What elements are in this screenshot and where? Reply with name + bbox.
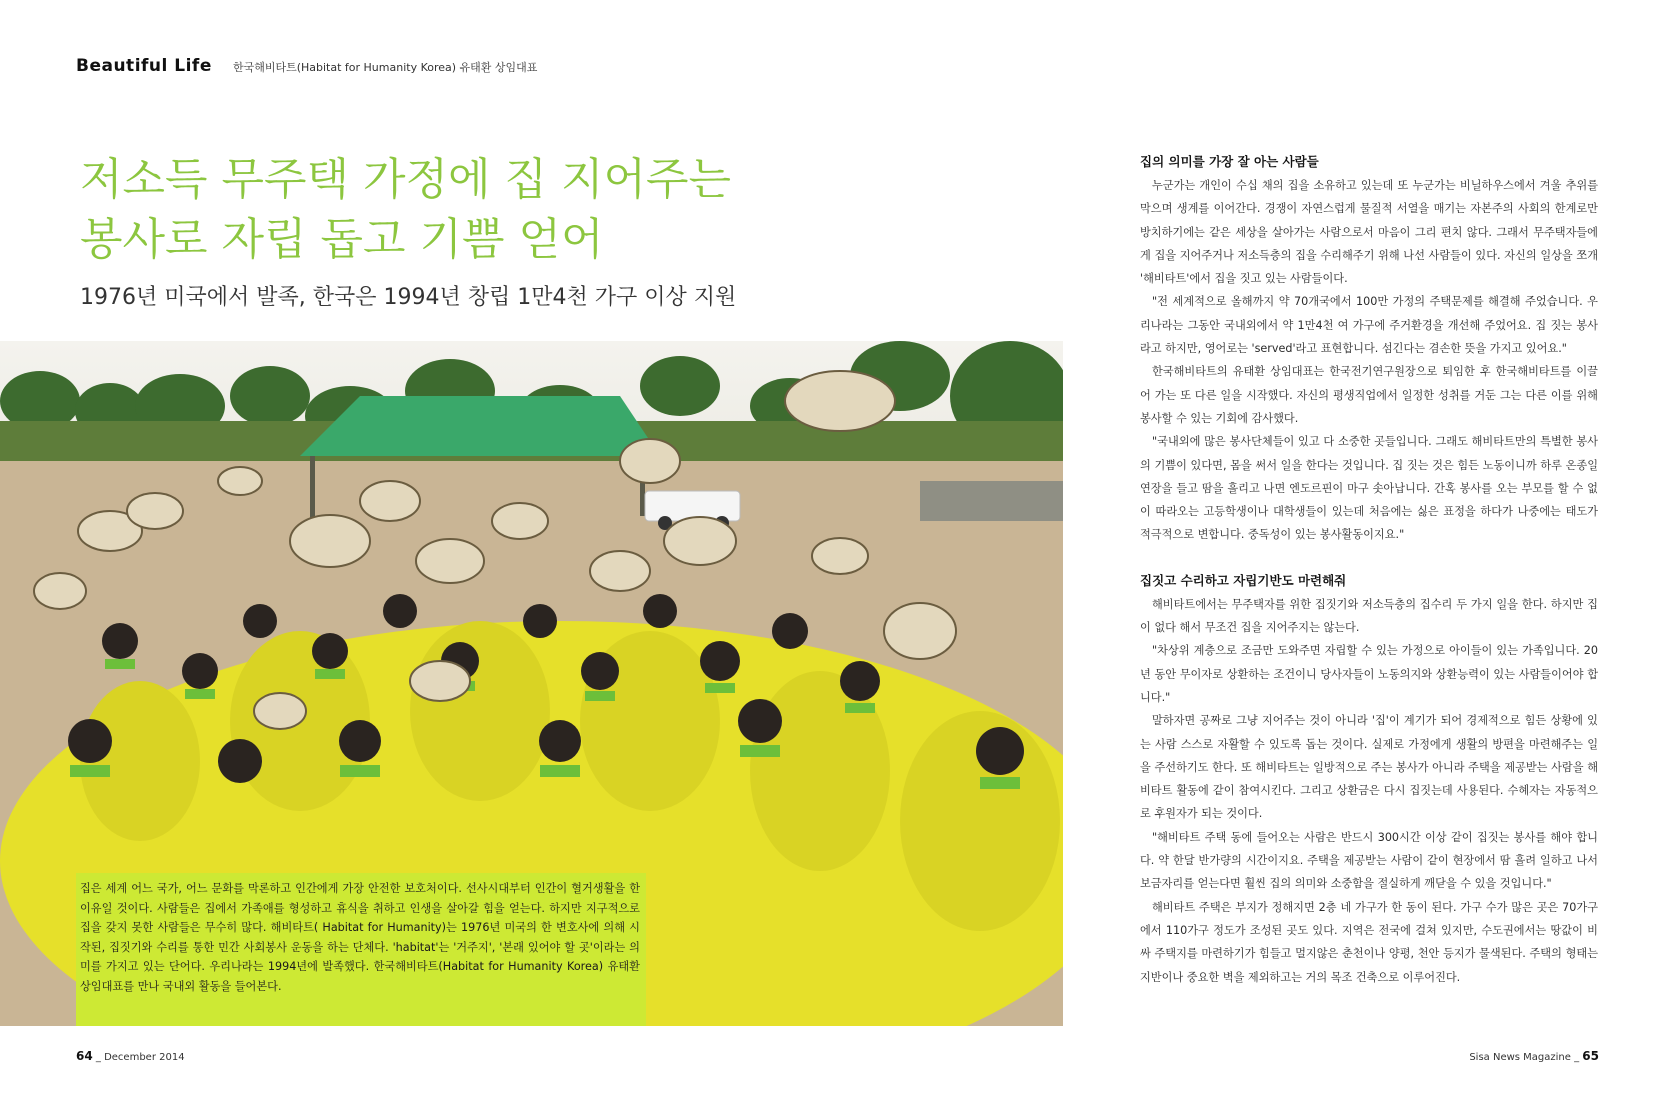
- paragraph: 말하자면 공짜로 그냥 지어주는 것이 아니라 '집'이 계기가 되어 경제적으로 힘든 상황에 있는 사람 스스로 자활할 수 있도록 돕는 것이다. 실제로 가정에게 생활의 방편을 마련해주는 일을 주선하기도 한다. 또 해비타트는 일방적으로 주는 봉사가 아니라 주택을 제공받는 사람을 해비타트 활동에 같이 참여시킨다. 그리고 상환금은 다시 집짓는데 사용된다. 수혜자는 자동적으로 후원자가 되는 것이다.: [1140, 714, 1598, 821]
- page-header: [76, 56, 537, 78]
- paragraph: "국내외에 많은 봉사단체들이 있고 다 소중한 곳들입니다. 그래도 해비타트만의 특별한 봉사의 기쁨이 있다면, 몸을 써서 일을 한다는 것입니다. 집 짓는 것은 힘든 노동이니까 하루 온종일 연장을 들고 땀을 흘리고 나면 엔도르핀이 마구 솟아납니다. 간혹 봉사를 오는 부모를 할 수 없이 따라오는 고등학생이나 대학생들이 있는데 처음에는 싫은 표정을 하다가 나중에는 태도가 적극적으로 변합니다. 중독성이 있는 봉사활동이지요.": [1140, 435, 1598, 542]
- paragraph: "해비타트 주택 동에 들어오는 사람은 반드시 300시간 이상 같이 집짓는 봉사를 해야 합니다. 약 한달 반가량의 시간이지요. 주택을 제공받는 사람이 같이 현장에서 땀 흘려 일하고 나서 보금자리를 얻는다면 훨씬 집의 의미와 소중함을 절실하게 깨닫을 수 있을 것입니다.": [1140, 830, 1598, 891]
- pallet-stack: [920, 481, 1063, 521]
- page-number-left: 64: [76, 1049, 93, 1063]
- footer-right: [1469, 1049, 1599, 1063]
- deck-subheadline: 1976년 미국에서 발족, 한국은 1994년 창립 1만4천 가구 이상 지원: [80, 285, 737, 310]
- article-body: [1140, 150, 1598, 989]
- intro-text-box: 집은 세계 어느 국가, 어느 문화를 막론하고 인간에게 가장 안전한 보호처이다. 선사시대부터 인간이 혈거생활을 한 이유일 것이다. 사람들은 집에서 가족애를 형성하고 휴식을 취하고 인생을 살아갈 힘을 얻는다. 하지만 지구적으로 집을 갖지 못한 사람들은 무수히 많다. 해비타트( Habitat for Humanity)는 1976년 미국의 한 변호사에 의해 시작된, 집짓기와 수리를 통한 민간 사회봉사 운동을 하는 단체다. 'habitat'는 '거주지', '본래 있어야 할 곳'이라는 의미를 가지고 있는 단어다. 우리나라는 1994년에 발족했다. 한국해비타트(Habitat for Humanity Korea) 유태환 상임대표를 만나 국내외 활동을 들어본다.: [76, 873, 646, 1026]
- shelter-roof: [300, 396, 660, 456]
- footer-date: _ December 2014: [95, 1052, 185, 1063]
- paragraph: 해비타트 주택은 부지가 정해지면 2층 네 가구가 한 동이 된다. 가구 수가 많은 곳은 70가구에서 110가구 정도가 조성된 곳도 있다. 지역은 전국에 걸쳐 있지만, 수도권에서는 땅값이 비싸 주택지를 마련하기가 힘들고 멀지않은 춘천이나 양평, 천안 등지가 물색된다. 주택의 형태는 지반이나 중요한 벽을 제외하고는 거의 목조 건축으로 이루어진다.: [1140, 900, 1598, 984]
- footer-left: [76, 1049, 185, 1063]
- footer-magazine: Sisa News Magazine _: [1469, 1052, 1580, 1063]
- paragraph: 한국해비타트의 유태환 상임대표는 한국전기연구원장으로 퇴임한 후 한국해비타트를 이끌어 가는 또 다른 일을 시작했다. 자신의 평생직업에서 일정한 성취를 거둔 그는 다른 이를 위해 봉사할 수 있는 기회에 감사했다.: [1140, 365, 1598, 425]
- paragraph: 누군가는 개인이 수십 채의 집을 소유하고 있는데 또 누군가는 비닐하우스에서 겨울 추위를 막으며 생계를 이어간다. 경쟁이 자연스럽게 물질적 서열을 매기는 자본주의 사회의 한계로만 방치하기에는 같은 세상을 살아가는 사람으로서 마음이 그리 편치 않다. 그래서 무주택자들에게 집을 지어주거나 저소득층의 집을 수리해주기 위해 나선 사람들이 있다. 자신의 일상을 쪼개 '해비타트'에서 집을 짓고 있는 사람들이다.: [1140, 179, 1598, 286]
- section-1-title: 집의 의미를 가장 잘 아는 사람들: [1140, 154, 1319, 169]
- paragraph: 해비타트에서는 무주택자를 위한 집짓기와 저소득층의 집수리 두 가지 일을 한다. 하지만 집이 없다 해서 무조건 집을 지어주지는 않는다.: [1140, 597, 1598, 635]
- headline-line-2: 봉사로 자립 돕고 기쁨 얻어: [80, 214, 604, 265]
- paragraph: "전 세계적으로 올해까지 약 70개국에서 100만 가정의 주택문제를 해결해 주었습니다. 우리나라는 그동안 국내외에서 약 1만4천 여 가구에 주거환경을 개선해 주었어요. 집 짓는 봉사라고 하지만, 영어로는 'served'라고 표현합니다. 섬긴다는 겸손한 뜻을 가지고 있어요.": [1140, 295, 1598, 356]
- section-name: Beautiful Life: [76, 56, 212, 76]
- headline: [80, 150, 780, 270]
- page-number-right: 65: [1582, 1049, 1599, 1063]
- section-2-title: 집짓고 수리하고 자립기반도 마련해줘: [1140, 572, 1347, 588]
- headline-line-1: 저소득 무주택 가정에 집 지어주는: [80, 154, 731, 205]
- paragraph: "차상위 계층으로 조금만 도와주면 자립할 수 있는 가정으로 아이들이 있는 가족입니다. 20년 동안 무이자로 상환하는 조건이니 당사자들이 노동의지와 상환능력이 있는 사람들이어야 합니다.": [1140, 644, 1598, 704]
- header-subtitle: 한국해비타트(Habitat for Humanity Korea) 유태환 상임대표: [232, 61, 538, 74]
